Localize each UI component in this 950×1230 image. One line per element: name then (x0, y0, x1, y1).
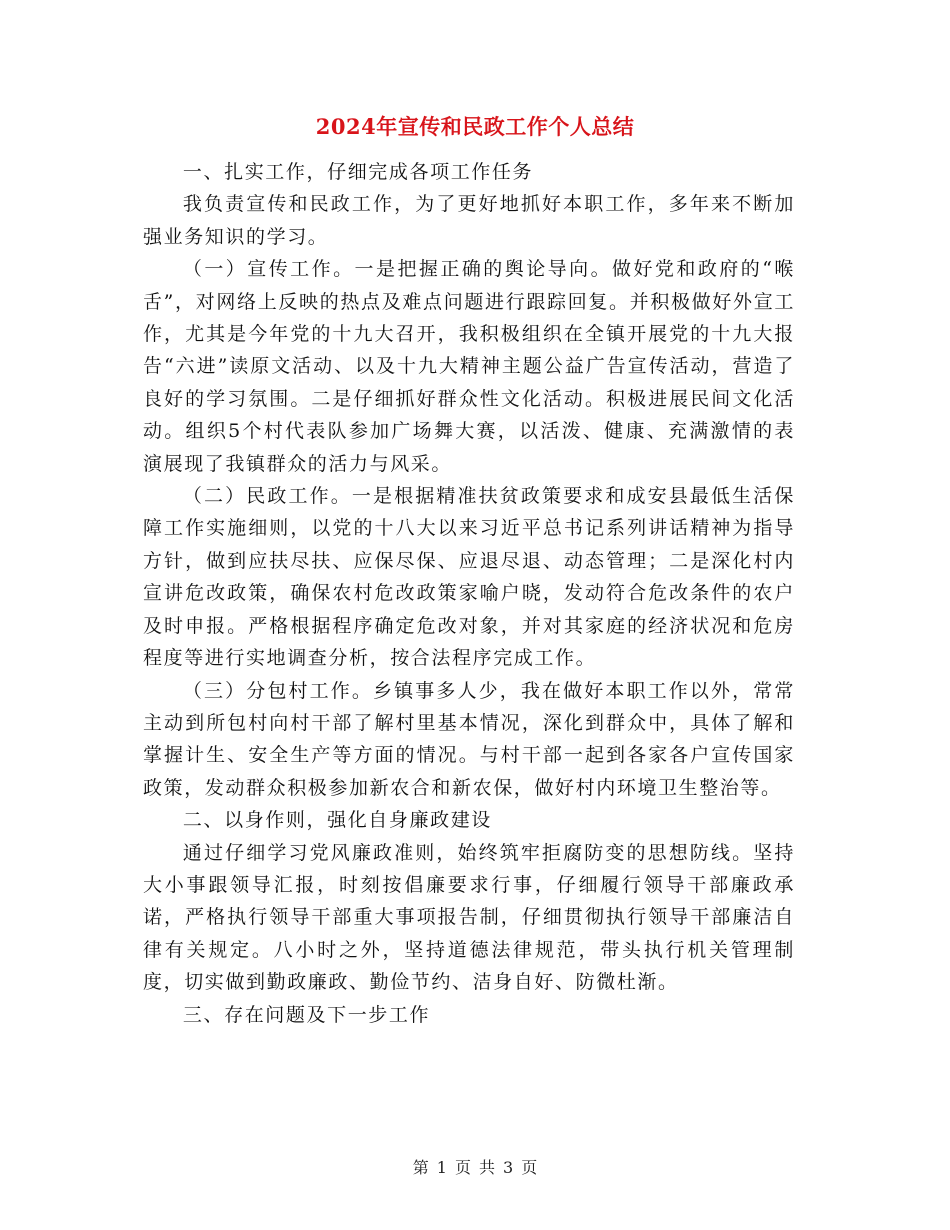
paragraph-village-work: （三）分包村工作。乡镇事多人少，我在做好本职工作以外，常常主动到所包村向村干部了解村里基本情况，深化到群众中，具体了解和掌握计生、安全生产等方面的情况。与村干部一起到各家各户宣传国家政策，发动群众积极参加新农合和新农保，做好村内环境卫生整治等。 (143, 679, 795, 799)
footer-total-suffix: 页 (521, 1158, 538, 1177)
paragraph-civil-affairs: （二）民政工作。一是根据精准扶贫政策要求和成安县最低生活保障工作实施细则，以党的十八大以来习近平总书记系列讲话精神为指导方针，做到应扶尽扶、应保尽保、应退尽退、动态管理；二是深化村内宣讲危改政策，确保农村危改政策家喻户晓，发动符合危改条件的农户及时申报。严格根据程序确定危改对象，并对其家庭的经济状况和危房程度等进行实地调查分析，按合法程序完成工作。 (143, 485, 795, 670)
section-heading-1: 一、扎实工作，仔细完成各项工作任务 (182, 161, 534, 183)
page-footer (0, 1155, 950, 1178)
footer-total-prefix: 共 (479, 1158, 496, 1177)
section-heading-2: 二、以身作则，强化自身廉政建设 (182, 809, 492, 832)
section-heading-3: 三、存在问题及下一步工作 (182, 1003, 431, 1026)
page-title: 2024年宣传和民政工作个人总结 (315, 114, 635, 139)
footer-page-prefix: 第 (412, 1158, 429, 1177)
footer-page-number: 1 (436, 1158, 447, 1177)
paragraph-publicity: （一）宣传工作。一是把握正确的舆论导向。做好党和政府的“喉舌”，对网络上反映的热点及难点问题进行跟踪回复。并积极做好外宣工作，尤其是今年党的十九大召开，我积极组织在全镇开展党的十九大报告“六进”读原文活动、以及十九大精神主题公益广告宣传活动，营造了良好的学习氛围。二是仔细抓好群众性文化活动。积极进展民间文化活动。组织5个村代表队参加广场舞大赛，以活泼、健康、充满激情的表演展现了我镇群众的活力与风采。 (143, 258, 795, 475)
document-body (143, 156, 795, 1031)
paragraph-integrity: 通过仔细学习党风廉政准则，始终筑牢拒腐防变的思想防线。坚持大小事跟领导汇报，时刻按倡廉要求行事，仔细履行领导干部廉政承诺，严格执行领导干部重大事项报告制，仔细贯彻执行领导干部廉洁自律有关规定。八小时之外，坚持道德法律规范，带头执行机关管理制度，切实做到勤政廉政、勤俭节约、洁身自好、防微杜渐。 (143, 841, 795, 994)
paragraph-intro: 我负责宣传和民政工作，为了更好地抓好本职工作，多年来不断加强业务知识的学习。 (143, 193, 795, 248)
footer-total-pages: 3 (503, 1158, 514, 1177)
footer-page-mid: 页 (454, 1158, 471, 1177)
